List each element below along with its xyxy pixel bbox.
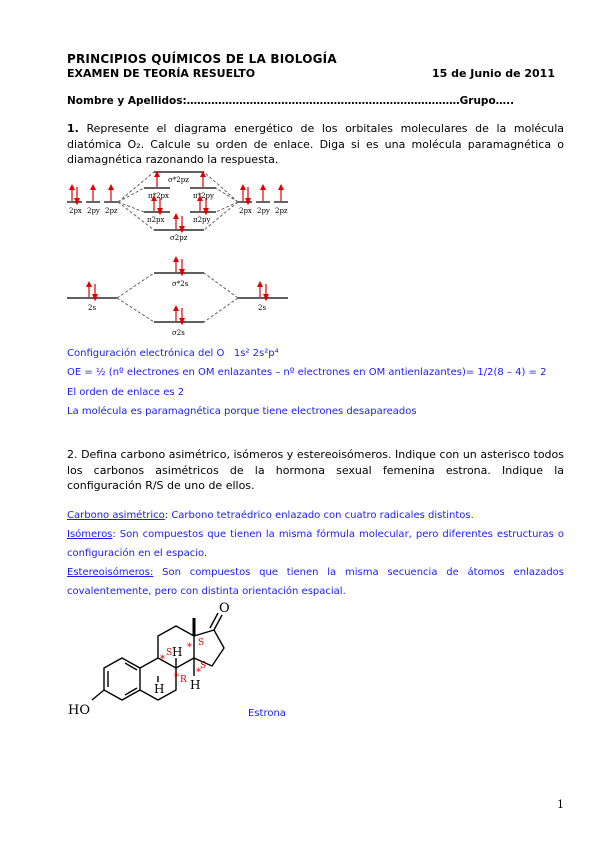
answer-bond-order: El orden de enlace es 2: [67, 387, 185, 398]
label-2px-right: 2px: [239, 207, 252, 215]
question-2-number: 2.: [67, 448, 78, 461]
label-h-3: H: [154, 682, 165, 696]
label-2pz-right: 2pz: [275, 207, 288, 215]
config-prefix: Configuración electrónica del O: [67, 348, 225, 359]
name-group-line: Nombre y Apellidos:……………………………………………………………………Grupo…..: [67, 95, 515, 107]
answer-configuration: [67, 348, 279, 359]
term-stereoisomers: Estereoisómeros:: [67, 567, 154, 578]
definition-stereoisomers: [67, 563, 564, 601]
estrone-structure: [62, 600, 262, 725]
exam-title: PRINCIPIOS QUÍMICOS DE LA BIOLOGÍA: [67, 52, 337, 66]
label-2pz-left: 2pz: [105, 207, 118, 215]
label-pi-2px: π2px: [147, 216, 165, 224]
question-2: [67, 447, 564, 494]
definition-asymmetric-carbon: [67, 506, 564, 525]
label-sigma-2s: σ2s: [172, 329, 185, 337]
asterisk-1: *: [160, 654, 165, 665]
label-sigma-star-2s: σ*2s: [172, 280, 189, 288]
label-2py-left: 2py: [87, 207, 100, 215]
question-2-text: Defina carbono asimétrico, isómeros y estereoisómeros. Indique con un asterisco todos los carbonos asimétricos de la hormona sexual femenina estrona. Indique la configuración R/S de uno de ellos.: [67, 448, 565, 492]
estrone-label: Estrona: [248, 708, 286, 719]
definition-isomers: [67, 525, 564, 563]
label-pi-star-2px: π*2px: [148, 192, 169, 200]
label-2s-right: 2s: [258, 304, 267, 312]
asterisk-2: *: [187, 642, 192, 653]
label-h-2: H: [190, 678, 201, 692]
label-sigma-star-2p: σ*2pz: [168, 176, 189, 184]
config-label-2: S: [198, 638, 205, 648]
question-1-text: Represente el diagrama energético de los orbitales moleculares de la molécula diatómica O₂. Calcule su orden de enlace. Diga si es una molécula paramagnética o diamagnética razonando la respuesta.: [67, 122, 564, 166]
mo-diagram-o2: [62, 160, 302, 342]
config-label-3: S: [200, 661, 207, 671]
config-label-4: R: [180, 675, 187, 685]
label-pi-2py: π2py: [193, 216, 211, 224]
asterisk-3: *: [196, 667, 201, 678]
label-2px-left: 2px: [69, 207, 82, 215]
label-pi-star-2py: π*2py: [193, 192, 214, 200]
question-1-number: 1.: [67, 122, 79, 135]
term-asymmetric-carbon: Carbono asimétrico: [67, 510, 165, 521]
definitions: [67, 506, 564, 601]
exam-subtitle: EXAMEN DE TEORÍA RESUELTO: [67, 67, 256, 80]
label-oxygen: O: [219, 601, 230, 616]
label-2s-left: 2s: [88, 304, 97, 312]
label-2py-right: 2py: [257, 207, 270, 215]
config-label-1: S: [166, 648, 173, 658]
text-asymmetric-carbon: : Carbono tetraédrico enlazado con cuatro radicales distintos.: [164, 510, 474, 521]
label-hydroxyl: HO: [68, 703, 90, 718]
answer-magnetism: La molécula es paramagnética porque tiene electrones desapareados: [67, 406, 417, 417]
label-sigma-2p: σ2pz: [170, 234, 188, 242]
exam-date: 15 de Junio de 2011: [432, 67, 555, 80]
label-h-1: H: [172, 645, 183, 659]
term-isomers: Isómeros: [67, 529, 113, 540]
text-stereoisomers: Son compuestos que tienen la misma secuencia de átomos enlazados covalentemente, pero con distinta orientación espacial.: [67, 567, 564, 597]
text-isomers: : Son compuestos que tienen la misma fórmula molecular, pero diferentes estructuras o configuración en el espacio.: [67, 529, 564, 559]
answer-bond-order-formula: OE = ½ (nº electrones en OM enlazantes – nº electrones en OM antienlazantes)= 1/2(8 – 4) = 2: [67, 367, 547, 378]
config-value: 1s² 2s²p⁴: [233, 348, 279, 359]
asterisk-4: *: [174, 672, 179, 683]
page-number: 1: [557, 798, 564, 811]
